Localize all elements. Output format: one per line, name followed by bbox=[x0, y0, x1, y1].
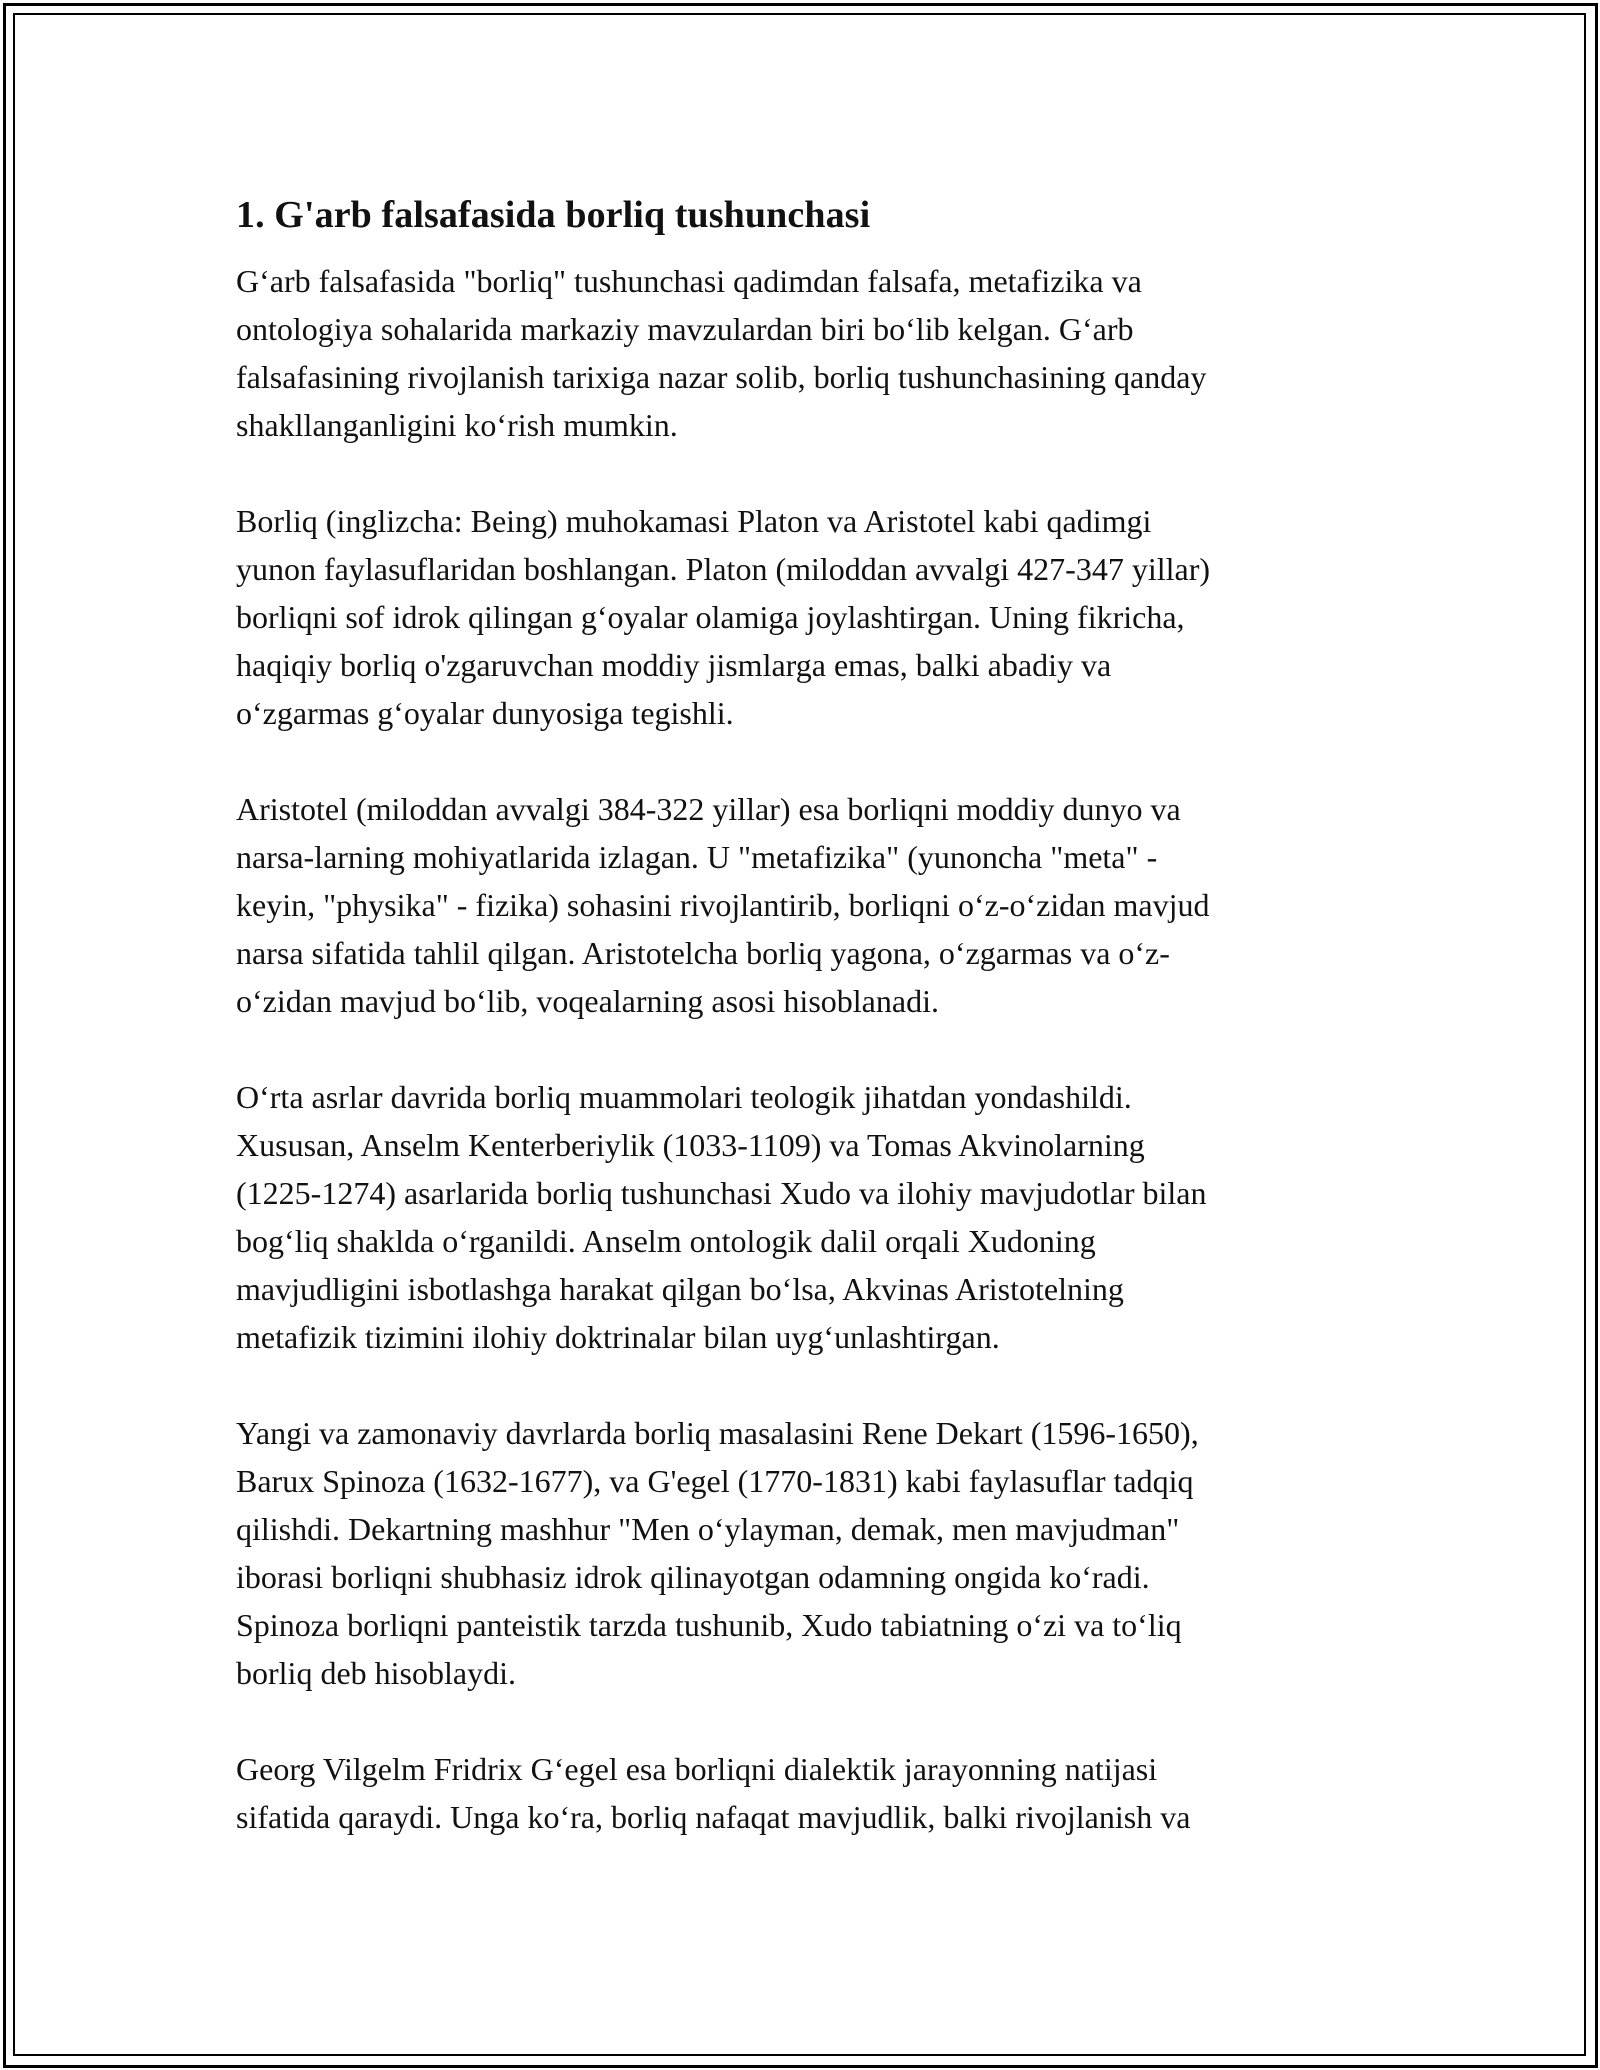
text-line: borliq deb hisoblaydi. bbox=[236, 1655, 516, 1691]
text-line: iborasi borliqni shubhasiz idrok qilinayotgan odamning ongida ko‘radi. bbox=[236, 1559, 1150, 1595]
text-line: (1225-1274) asarlarida borliq tushunchasi Xudo va ilohiy mavjudotlar bilan bbox=[236, 1175, 1207, 1211]
text-line: qilishdi. Dekartning mashhur "Men o‘ylayman, demak, men mavjudman" bbox=[236, 1511, 1180, 1547]
text-line: haqiqiy borliq o'zgaruvchan moddiy jismlarga emas, balki abadiy va bbox=[236, 647, 1112, 683]
text-line: yunon faylasuflaridan boshlangan. Platon (miloddan avvalgi 427-347 yillar) bbox=[236, 551, 1210, 587]
text-line: bog‘liq shaklda o‘rganildi. Anselm ontologik dalil orqali Xudoning bbox=[236, 1223, 1096, 1259]
text-line: Spinoza borliqni panteistik tarzda tushunib, Xudo tabiatning o‘zi va to‘liq bbox=[236, 1607, 1182, 1643]
text-line: Barux Spinoza (1632-1677), va G'egel (1770-1831) kabi faylasuflar tadqiq bbox=[236, 1463, 1194, 1499]
text-line: shakllanganligini ko‘rish mumkin. bbox=[236, 407, 678, 443]
text-line: keyin, "physika" - fizika) sohasini rivojlantirib, borliqni o‘z-o‘zidan mavjud bbox=[236, 887, 1210, 923]
text-line: O‘rta asrlar davrida borliq muammolari teologik jihatdan yondashildi. bbox=[236, 1079, 1132, 1115]
text-line: o‘zgarmas g‘oyalar dunyosiga tegishli. bbox=[236, 695, 734, 731]
paragraph-6 bbox=[236, 1745, 1366, 1841]
text-line: mavjudligini isbotlashga harakat qilgan bo‘lsa, Akvinas Aristotelning bbox=[236, 1271, 1124, 1307]
paragraph-2 bbox=[236, 497, 1366, 737]
section-title: 1. G'arb falsafasida borliq tushunchasi bbox=[236, 194, 871, 236]
text-line: Aristotel (miloddan avvalgi 384-322 yillar) esa borliqni moddiy dunyo va bbox=[236, 791, 1181, 827]
text-line: borliqni sof idrok qilingan g‘oyalar olamiga joylashtirgan. Uning fikricha, bbox=[236, 599, 1185, 635]
text-line: Borliq (inglizcha: Being) muhokamasi Platon va Aristotel kabi qadimgi bbox=[236, 503, 1152, 539]
text-line: Xususan, Anselm Kenterberiylik (1033-1109) va Tomas Akvinolarning bbox=[236, 1127, 1145, 1163]
text-line: narsa sifatida tahlil qilgan. Aristotelcha borliq yagona, o‘zgarmas va o‘z- bbox=[236, 935, 1170, 971]
text-line: Yangi va zamonaviy davrlarda borliq masalasini Rene Dekart (1596-1650), bbox=[236, 1415, 1199, 1451]
text-line: o‘zidan mavjud bo‘lib, voqealarning asosi hisoblanadi. bbox=[236, 983, 939, 1019]
text-line: narsa-larning mohiyatlarida izlagan. U "metafizika" (yunoncha "meta" - bbox=[236, 839, 1158, 875]
document-body bbox=[236, 187, 1366, 1889]
text-line: metafizik tizimini ilohiy doktrinalar bilan uyg‘unlashtirgan. bbox=[236, 1319, 1000, 1355]
text-line: sifatida qaraydi. Unga ko‘ra, borliq nafaqat mavjudlik, balki rivojlanish va bbox=[236, 1799, 1191, 1835]
paragraph-5 bbox=[236, 1409, 1366, 1697]
paragraph-4 bbox=[236, 1073, 1366, 1361]
text-line: Georg Vilgelm Fridrix G‘egel esa borliqni dialektik jarayonning natijasi bbox=[236, 1751, 1158, 1787]
text-line: G‘arb falsafasida "borliq" tushunchasi qadimdan falsafa, metafizika va bbox=[236, 263, 1142, 299]
paragraph-1 bbox=[236, 257, 1366, 449]
paragraph-3 bbox=[236, 785, 1366, 1025]
text-line: falsafasining rivojlanish tarixiga nazar solib, borliq tushunchasining qanday bbox=[236, 359, 1207, 395]
text-line: ontologiya sohalarida markaziy mavzulardan biri bo‘lib kelgan. G‘arb bbox=[236, 311, 1134, 347]
